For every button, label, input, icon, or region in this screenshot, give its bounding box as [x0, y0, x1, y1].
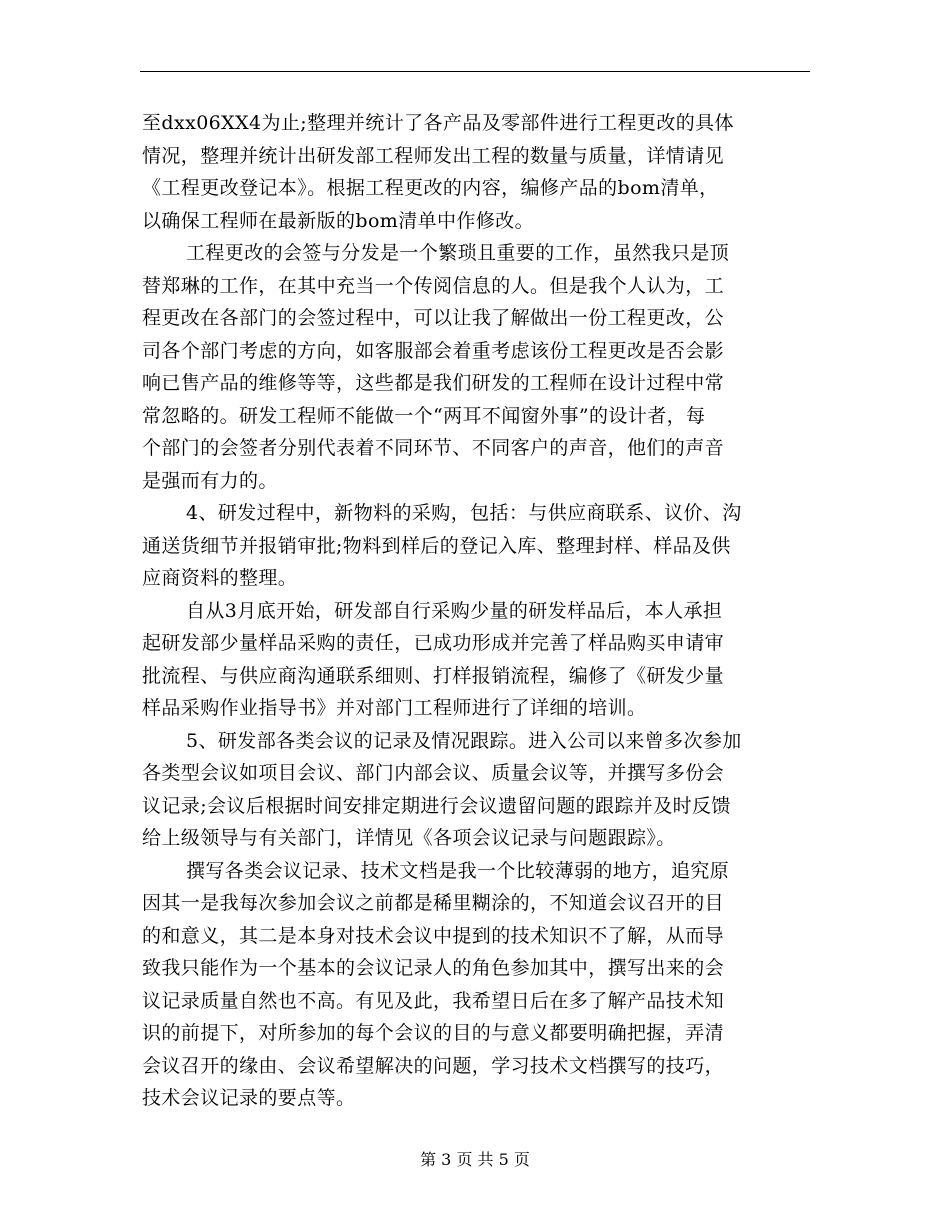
text-line: 样品采购作业指导书》并对部门工程师进行了详细的培训。: [142, 697, 647, 719]
header-rule: [140, 71, 810, 72]
text-line: 识的前提下，对所参加的每个会议的目的与意义都要明确把握，弄清: [142, 1022, 725, 1044]
text-line: 5、研发部各类会议的记录及情况跟踪。进入公司以来曾多次参加: [186, 729, 742, 752]
text-line: 议记录;会议后根据时间安排定期进行会议遗留问题的跟踪并及时反馈: [142, 794, 731, 817]
text-line: 致我只能作为一个基本的会议记录人的角色参加其中，撰写出来的会: [142, 957, 725, 979]
text-line: 技术会议记录的要点等。: [142, 1087, 356, 1109]
text-line: 因其一是我每次参加会议之前都是稀里糊涂的，不知道会议召开的目: [142, 892, 725, 914]
text-line: 是强而有力的。: [142, 469, 278, 492]
text-line: 议记录质量自然也不高。有见及此，我希望日后在多了解产品技术知: [142, 989, 725, 1012]
text-line: 《工程更改登记本》。根据工程更改的内容，编修产品的bom清单，: [142, 177, 719, 199]
text-line: 各类型会议如项目会议、部门内部会议、质量会议等，并撰写多份会: [142, 762, 725, 784]
text-line: 程更改在各部门的会签过程中，可以让我了解做出一份工程更改，公: [142, 307, 725, 329]
text-line: 工程更改的会签与分发是一个繁琐且重要的工作，虽然我只是顶: [186, 242, 730, 264]
text-line: 4、研发过程中，新物料的采购，包括：与供应商联系、议价、沟: [186, 502, 742, 524]
text-line: 给上级领导与有关部门，详情见《各项会议记录与问题跟踪》。: [142, 827, 676, 849]
text-line: 替郑琳的工作，在其中充当一个传阅信息的人。但是我个人认为，工: [142, 274, 725, 297]
text-line: 以确保工程师在最新版的bom清单中作修改。: [142, 209, 535, 232]
text-line: 撰写各类会议记录、技术文档是我一个比较薄弱的地方，追究原: [186, 859, 730, 882]
page-footer: 第 3 页 共 5 页: [420, 1150, 530, 1169]
text-line: 的和意义，其二是本身对技术会议中提到的技术知识不了解，从而导: [142, 924, 725, 947]
text-line: 响已售产品的维修等等，这些都是我们研发的工程师在设计过程中常: [142, 372, 725, 394]
text-line: 司各个部门考虑的方向，如客服部会着重考虑该份工程更改是否会影: [142, 339, 725, 362]
text-line: 批流程、与供应商沟通联系细则、打样报销流程，编修了《研发少量: [142, 664, 725, 687]
text-line: 至dxx06XX4为止;整理并统计了各产品及零部件进行工程更改的具体: [142, 112, 734, 134]
text-line: 个部门的会签者分别代表着不同环节、不同客户的声音，他们的声音: [142, 437, 725, 459]
text-line: 起研发部少量样品采购的责任，已成功形成并完善了样品购买申请审: [142, 632, 725, 654]
text-line: 通送货细节并报销审批;物料到样后的登记入库、整理封样、样品及供: [142, 534, 731, 557]
text-line: 情况，整理并统计出研发部工程师发出工程的数量与质量，详情请见: [142, 144, 725, 167]
document-body: [142, 107, 810, 1115]
text-line: 自从3月底开始，研发部自行采购少量的研发样品后，本人承担: [186, 599, 723, 622]
text-line: 会议召开的缘由、会议希望解决的问题，学习技术文档撰写的技巧，: [142, 1054, 725, 1077]
text-line: 应商资料的整理。: [142, 567, 298, 589]
text-line: 常忽略的。研发工程师不能做一个“两耳不闻窗外事”的设计者，每: [142, 404, 706, 427]
